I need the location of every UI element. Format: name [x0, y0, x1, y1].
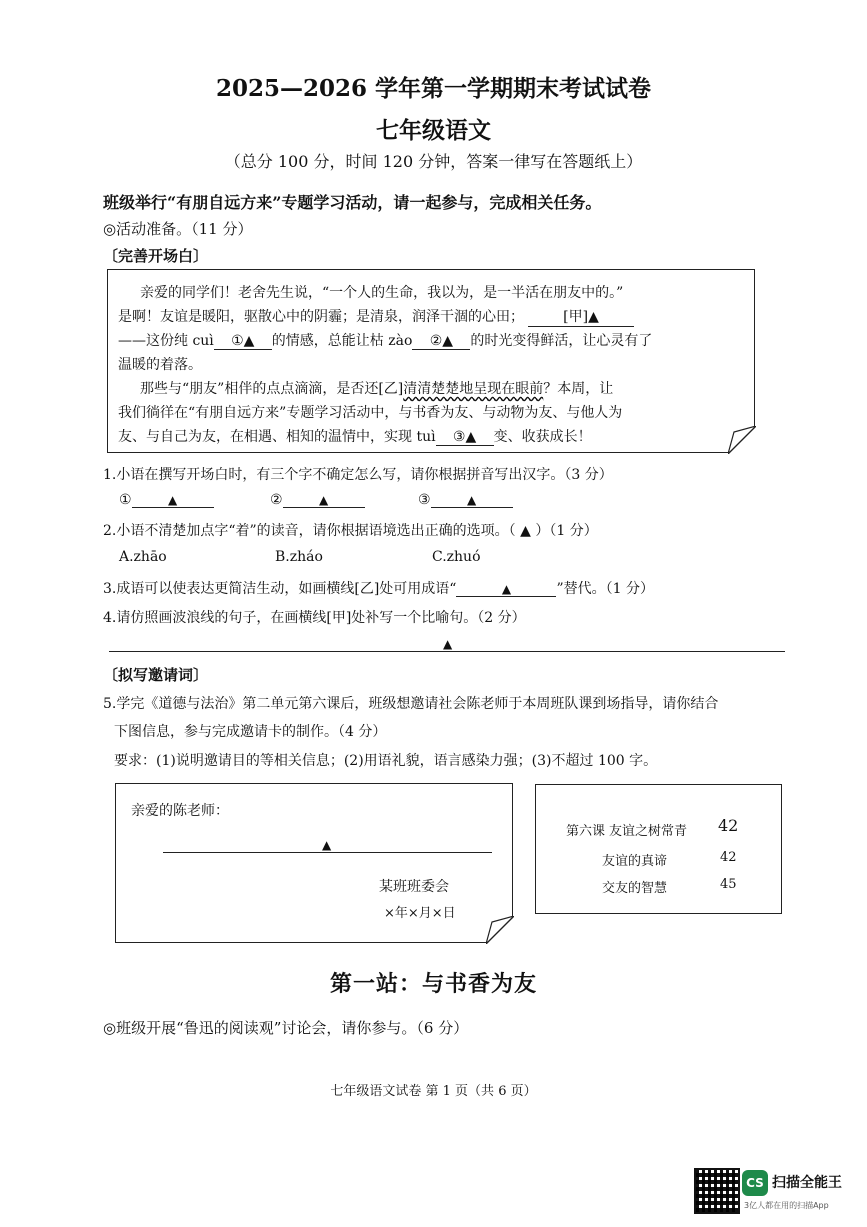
blank-3: ③▲	[436, 429, 494, 446]
opening-line-7	[118, 426, 592, 446]
q5-line-1: 5.学完《道德与法治》第二单元第六课后，班级想邀请社会陈老师于本周班队课到场指导，请你结合	[103, 696, 719, 712]
q1-num-2: ②	[270, 492, 283, 508]
opening-line-7-a: 友、与自己为友，在相遇、相知的温情中，实现 tuì	[118, 429, 436, 445]
q5-line-2: 下图信息，参与完成邀请卡的制作。（4 分）	[114, 724, 387, 740]
opening-line-3-a: ——这份纯 cuì	[118, 333, 214, 349]
blank-2: ②▲	[412, 333, 470, 350]
opening-line-3-c: 的时光变得鲜活，让心灵有了	[470, 333, 653, 349]
opening-line-5-b: ？本周，让	[543, 381, 614, 397]
camscanner-name: 扫描全能王	[772, 1175, 842, 1191]
question-4: 4.请仿照画波浪线的句子，在画横线[甲]处补写一个比喻句。（2 分）	[103, 610, 526, 626]
opening-line-4: 温暖的着落。	[118, 357, 202, 373]
opening-line-3	[118, 330, 652, 350]
page-curl-icon	[486, 916, 514, 944]
q1-blank-2: ▲	[283, 493, 365, 508]
toc-item-1: 友谊的真谛	[602, 854, 668, 869]
q2-option-c: C.zhuó	[432, 549, 481, 565]
q1-answer-2	[270, 492, 365, 508]
q3-text-b: ”替代。（1 分）	[556, 581, 654, 597]
question-3	[103, 578, 654, 598]
opening-line-3-b: 的情感，总能让枯 zào	[271, 333, 413, 349]
q5-requirements: 要求：(1)说明邀请目的等相关信息；(2)用语礼貌，语言感染力强；(3)不超过 100 字。	[114, 753, 658, 769]
opening-line-2-text: 是啊！友谊是暖阳，驱散心中的阴霾；是清泉，润泽干涸的心田；	[118, 309, 524, 325]
q4-answer-line	[109, 651, 785, 652]
q1-num-3: ③	[418, 492, 431, 508]
q1-answer-3	[418, 492, 513, 508]
exam-title: 2025—2026 学年第一学期期末考试试卷	[215, 75, 652, 102]
q1-blank-3: ▲	[431, 493, 513, 508]
camscanner-logo: CS	[742, 1170, 768, 1196]
q2-option-a: A.zhāo	[119, 549, 167, 565]
opening-line-1: 亲爱的同学们！老舍先生说，“一个人的生命，我以为，是一半活在朋友中的。”	[140, 285, 624, 301]
opening-line-2	[118, 306, 634, 327]
q4-mark: ▲	[443, 637, 453, 651]
section-reading: ◎班级开展“鲁迅的阅读观”讨论会，请你参与。（6 分）	[103, 1019, 469, 1037]
q3-text-a: 3.成语可以使表达更简洁生动，如画横线[乙]处可用成语“	[103, 581, 457, 597]
opening-line-5-a: 那些与“朋友”相伴的点点滴滴，是否还[乙]	[140, 381, 404, 397]
station-1-heading: 第一站：与书香为友	[329, 971, 537, 997]
q3-blank: ▲	[456, 582, 556, 597]
camscanner-tagline: 3亿人都在用的扫描App	[744, 1201, 829, 1210]
activity-intro: 班级举行“有朋自远方来”专题学习活动，请一起参与，完成相关任务。	[103, 193, 602, 212]
q1-num-1: ①	[119, 492, 132, 508]
card-signer: 某班班委会	[379, 879, 449, 895]
toc-item-2-page: 45	[720, 877, 737, 892]
qr-code-icon	[694, 1168, 740, 1214]
sub-heading-invite: 〔拟写邀请词〕	[103, 666, 209, 684]
opening-line-7-b: 变、收获成长！	[493, 429, 592, 445]
q1-answer-1	[119, 492, 214, 508]
card-date: ×年×月×日	[384, 906, 456, 921]
toc-item-1-page: 42	[720, 850, 737, 865]
opening-line-6: 我们徜徉在“有朋自远方来”专题学习活动中，与书香为友、与动物为友、与他人为	[118, 405, 623, 421]
question-1: 1.小语在撰写开场白时，有三个字不确定怎么写，请你根据拼音写出汉字。（3 分）	[103, 467, 613, 483]
wavy-sentence: 清清楚楚地呈现在眼前	[403, 381, 544, 397]
toc-lesson-page: 42	[718, 816, 739, 835]
sub-heading-opening: 〔完善开场白〕	[103, 247, 209, 265]
q2-option-b: B.zháo	[275, 549, 323, 565]
subject-title: 七年级语文	[376, 117, 491, 144]
blank-1: ①▲	[214, 333, 272, 350]
card-answer-line	[163, 852, 492, 853]
toc-item-2: 交友的智慧	[602, 881, 668, 896]
toc-lesson: 第六课	[566, 824, 606, 839]
page-curl-icon	[728, 426, 756, 454]
toc-lesson-title: 友谊之树常青	[609, 824, 688, 839]
question-2: 2.小语不清楚加点字“着”的读音，请你根据语境选出正确的选项。（ ▲ ）（1 分）	[103, 523, 598, 539]
card-mark: ▲	[322, 838, 332, 852]
page-footer: 七年级语文试卷 第 1 页（共 6 页）	[330, 1084, 537, 1099]
q1-blank-1: ▲	[132, 493, 214, 508]
exam-note: （总分 100 分，时间 120 分钟，答案一律写在答题纸上）	[224, 152, 643, 171]
section-prep: ◎活动准备。（11 分）	[103, 220, 253, 238]
blank-jia: [甲]▲	[528, 306, 634, 327]
card-salutation: 亲爱的陈老师：	[131, 803, 229, 819]
opening-line-5	[140, 378, 613, 398]
